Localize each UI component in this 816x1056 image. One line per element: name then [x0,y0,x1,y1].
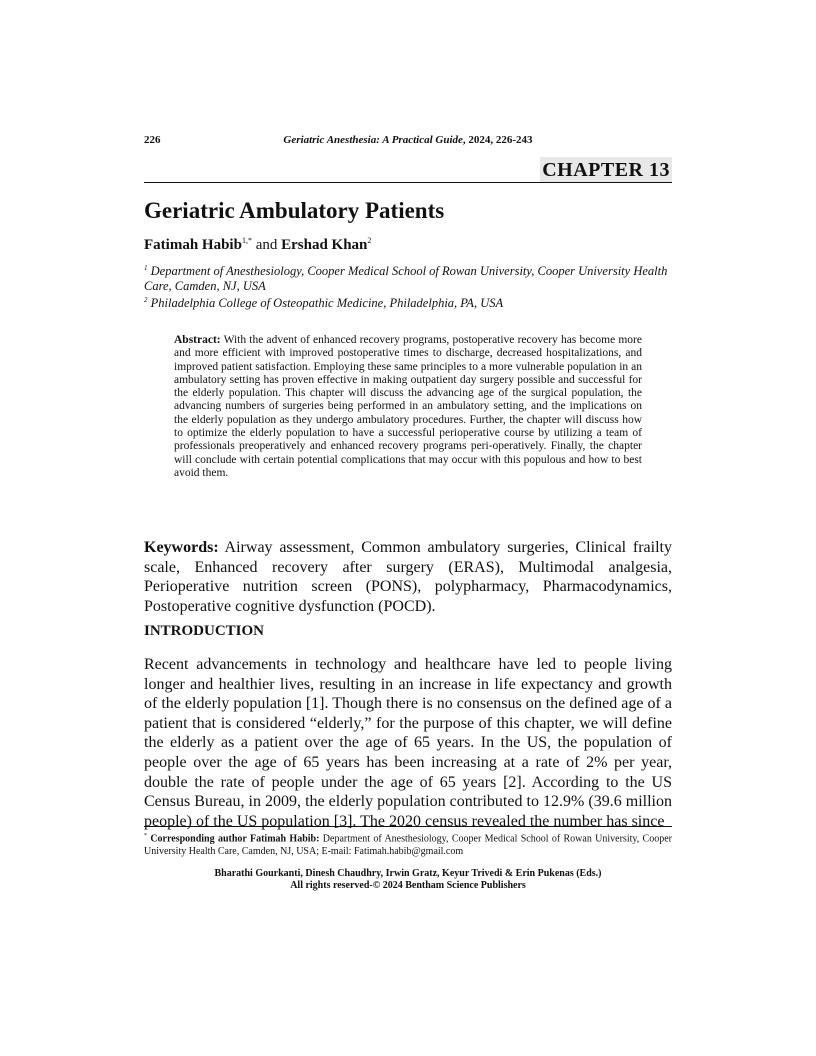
editors-line: Bharathi Gourkanti, Dinesh Chaudhry, Irwin Gratz, Keyur Trivedi & Erin Pukenas (Eds.) [214,868,602,879]
publisher-block [144,868,672,892]
keywords [144,538,672,616]
abstract-label: Abstract: [174,334,221,346]
running-head [144,134,672,146]
affiliation-1-sup: 1 [144,264,148,272]
author-1-name: Fatimah Habib [144,237,242,253]
book-title: Geriatric Anesthesia: A Practical Guide [283,134,463,146]
author-2-sup: 2 [367,236,372,245]
affiliation-2 [144,293,672,311]
page-number: 226 [144,134,161,146]
footnote [144,830,672,858]
footnote-label: Corresponding author Fatimah Habib: [147,833,320,845]
footnote-sup: * [144,833,147,839]
article-title: Geriatric Ambulatory Patients [144,198,445,223]
body-paragraph: Recent advancements in technology and healthcare have led to people living longer and healthier lives, resulting in an increase in life expectancy and growth of the elderly population [1]. Though there is no consensus on the defined age of a patient that is considered “elderly,” for the purpose of this chapter, we will define the elderly as a patient over the age of 65 years. In the US, the population of people over the age of 65 years has been increasing at a rate of 2% per year, double the rate of people under the age of 65 years [2]. According to the US Census Bureau, in 2009, the elderly population contributed to 12.9% (39.6 million people) of the US population [3]. The 2020 census revealed the number has since [144,656,672,830]
affiliation-1-text: Department of Anesthesiology, Cooper Medical School of Rowan University, Cooper University Health Care, Camden, NJ, USA [144,264,668,294]
affiliation-1 [144,261,672,294]
keywords-text: Airway assessment, Common ambulatory surgeries, Clinical frailty scale, Enhanced recovery after surgery (ERAS), Multimodal analgesia, Perioperative nutrition screen (PONS), polypharmacy, Pharmacodynamics, Postoperative cognitive dysfunction (POCD). [144,539,672,615]
footnote-rule [144,826,672,827]
author-2-name: Ershad Khan [281,237,368,253]
citation: , 2024, 226-243 [462,134,533,146]
abstract-text: With the advent of enhanced recovery programs, postoperative recovery has become more and more efficient with improved postoperative times to discharge, decreased hospitalizations, and improved patient satisfaction. Employing these same principles to a more vulnerable population in an ambulatory setting has proven effective in making outpatient day surgery possible and successful for the elderly population. This chapter will discuss the advancing age of the surgical population, the advancing numbers of surgeries being performed in an ambulatory setting, and the implications on the elderly population as they undergo ambulatory procedures. Further, the chapter will discuss how to optimize the elderly population to have a successful perioperative course by utilizing a team of professionals preoperatively and enhanced recovery programs peri-operatively. Finally, the chapter will conclude with certain potential complications that may occur with this populous and how to best avoid them. [174,334,642,479]
rights-line: All rights reserved-© 2024 Bentham Science Publishers [290,880,526,891]
author-line [144,236,371,254]
title-rule [144,182,672,183]
abstract [174,334,642,480]
author-conjunction: and [251,237,282,253]
section-heading: INTRODUCTION [144,623,265,639]
affiliation-2-sup: 2 [144,296,148,304]
author-1-sup: 1,* [241,236,252,245]
keywords-label: Keywords: [144,539,219,556]
footnote-text: Department of Anesthesiology, Cooper Medical School of Rowan University, Cooper University Health Care, Camden, NJ, USA; E-mail: Fatimah.habib@gmail.com [144,833,672,857]
affiliation-2-text: Philadelphia College of Osteopathic Medicine, Philadelphia, PA, USA [147,296,504,311]
chapter-label: CHAPTER 13 [542,159,670,181]
